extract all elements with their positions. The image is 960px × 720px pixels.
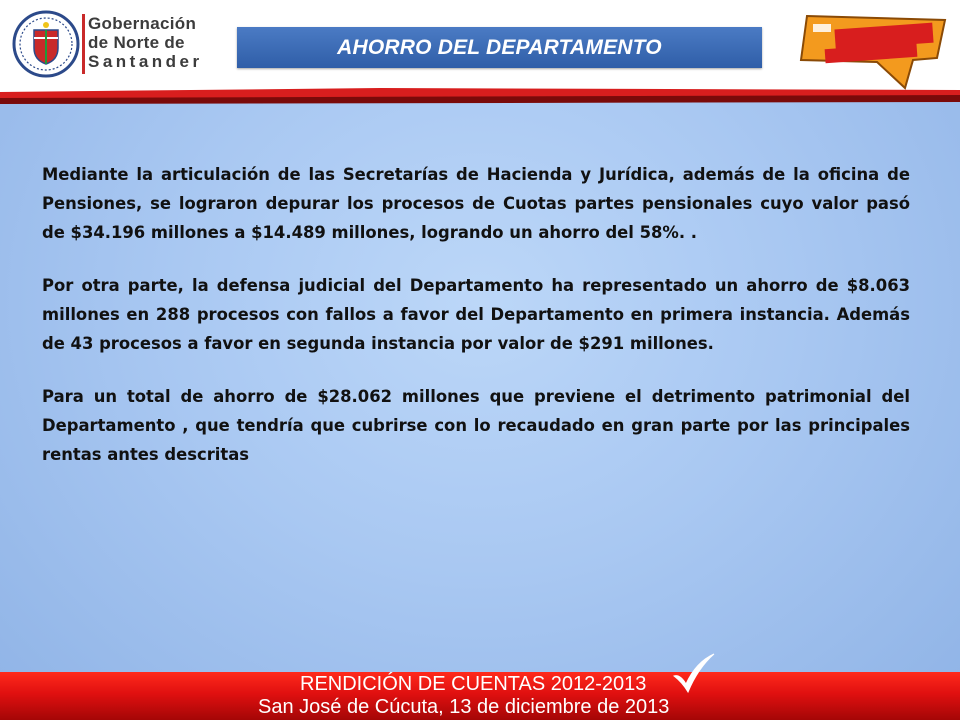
- footer-date: San José de Cúcuta, 13 de diciembre de 2013: [258, 696, 670, 718]
- page-title: AHORRO DEL DEPARTAMENTO: [337, 35, 662, 59]
- organization-name: [88, 14, 218, 71]
- paragraph-total-ahorro: Para un total de ahorro de $28.062 millones que previene el detrimento patrimonial del Departamento , que tendría que cubrirse con lo recaudado en gran parte por las principales rentas antes descritas: [42, 387, 910, 464]
- paragraph-defensa-judicial: Por otra parte, la defensa judicial del Departamento ha representado un ahorro de $8.063 millones en 288 procesos con fallos a favor del Departamento en primera instancia. Además de 43 procesos a favor en segunda instancia por valor de $291 millones.: [42, 276, 910, 353]
- org-line-3: Santander: [88, 52, 203, 71]
- header-stripe-decoration: [0, 86, 960, 104]
- un-norte-palante-logo-icon: [795, 10, 950, 92]
- checkmark-icon: [668, 650, 718, 696]
- header-bar: [0, 0, 960, 92]
- page-title-box: [237, 27, 762, 68]
- paragraph-cuotas-partes: Mediante la articulación de las Secretarías de Hacienda y Jurídica, además de la oficina de Pensiones, se lograron depurar los procesos de Cuotas partes pensionales cuyo valor pasó de $34.196 millones a $14.489 millones, logrando un ahorro del 58%. .: [42, 165, 910, 242]
- footer-title: RENDICIÓN DE CUENTAS 2012-2013: [300, 673, 647, 695]
- main-content: [42, 160, 910, 493]
- org-line-2: de Norte de: [88, 33, 185, 52]
- org-line-1: Gobernación: [88, 14, 197, 33]
